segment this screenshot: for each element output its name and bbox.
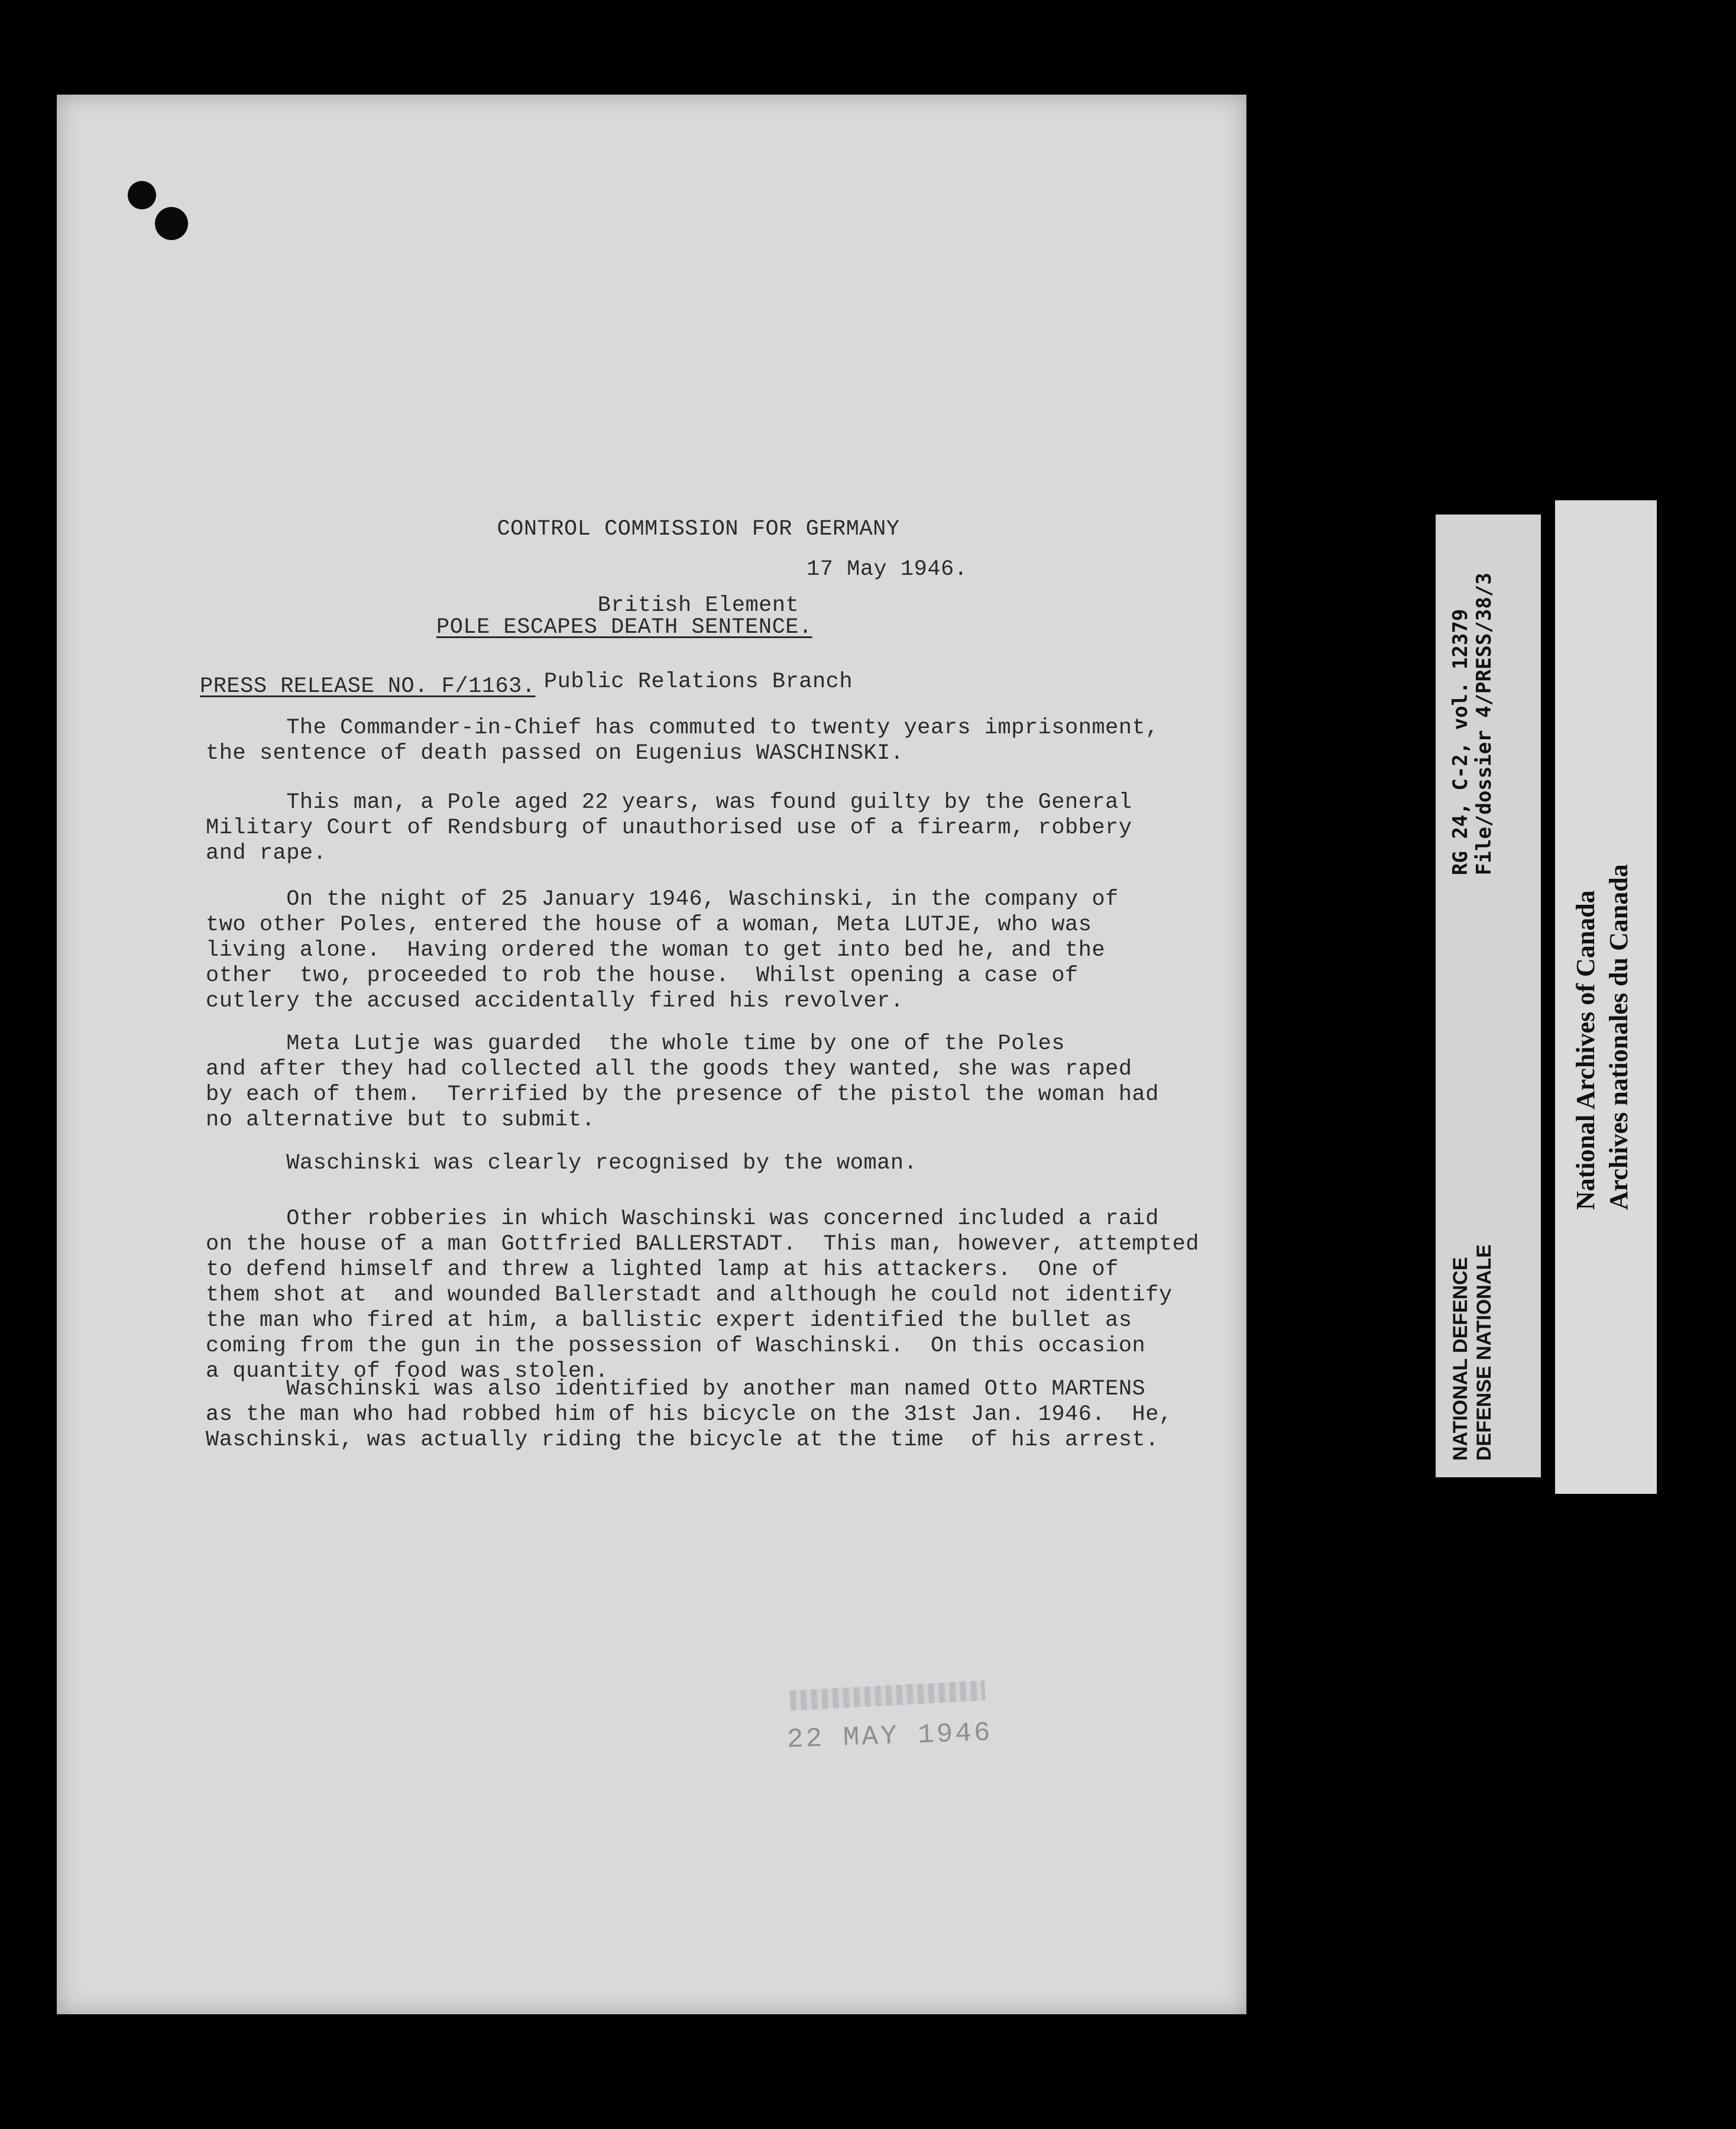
- document-date: 17 May 1946.: [807, 557, 968, 582]
- letterhead-line-1: CONTROL COMMISSION FOR GERMANY: [497, 517, 900, 542]
- punch-hole: [155, 207, 188, 240]
- stamp-smudge: [789, 1680, 985, 1710]
- letterhead-line-2: British Element: [597, 593, 799, 618]
- punch-hole: [128, 181, 156, 209]
- archive-reference-card: [1436, 515, 1541, 1477]
- document-title: POLE ESCAPES DEATH SENTENCE.: [436, 615, 812, 640]
- press-release-number: PRESS RELEASE NO. F/1163.: [200, 674, 536, 699]
- national-archives-card: [1555, 500, 1657, 1494]
- letterhead-line-3: Public Relations Branch: [543, 669, 853, 694]
- paragraph: Waschinski was also identified by another man named Otto MARTENS as the man who had robbed him of his bicycle on the 31st Jan. 1946. He, Waschinski, was actually riding the bicycle at the time of his arrest.: [206, 1377, 1173, 1452]
- paragraph: On the night of 25 January 1946, Waschinski, in the company of two other Poles, entered the house of a woman, Meta LUTJE, who was living alone. Having ordered the woman to get into bed he, and the other two, proceeded to rob the house. Whilst opening a case of cutlery the accused accidentally fired his revolver.: [206, 887, 1119, 1014]
- archive-reference: RG 24, C-2, vol. 12379 File/dossier 4/PRESS/38/3: [1449, 572, 1496, 875]
- paragraph: Other robberies in which Waschinski was concerned included a raid on the house of a man Gottfried BALLERSTADT. This man, however, attempted to defend himself and threw a lighted lamp at his attackers. One of them shot at and wounded Ballerstadt and although he could not identify the man who fired at him, a ballistic expert identified the bullet as coming from the gun in the possession of Waschinski. On this occasion a quantity of food was stolen.: [206, 1206, 1200, 1384]
- department-label: NATIONAL DEFENCE DEFENSE NATIONALE: [1449, 1244, 1495, 1461]
- national-archives-label: National Archives of Canada Archives nationales du Canada: [1571, 864, 1633, 1210]
- letterhead: [388, 466, 1009, 746]
- received-date-stamp: 22 MAY 1946: [786, 1717, 993, 1756]
- paragraph: Meta Lutje was guarded the whole time by one of the Poles and after they had collected all the goods they wanted, she was raped by each of them. Terrified by the presence of the pistol the woman had no alternative but to submit.: [206, 1031, 1159, 1133]
- paragraph: The Commander-in-Chief has commuted to twenty years imprisonment, the sentence of death passed on Eugenius WASCHINSKI.: [206, 716, 1159, 766]
- paragraph: This man, a Pole aged 22 years, was found guilty by the General Military Court of Rendsburg of unauthorised use of a firearm, robbery and rape.: [206, 790, 1132, 866]
- paragraph: Waschinski was clearly recognised by the woman.: [206, 1151, 918, 1176]
- document-sheet: [57, 95, 1246, 2014]
